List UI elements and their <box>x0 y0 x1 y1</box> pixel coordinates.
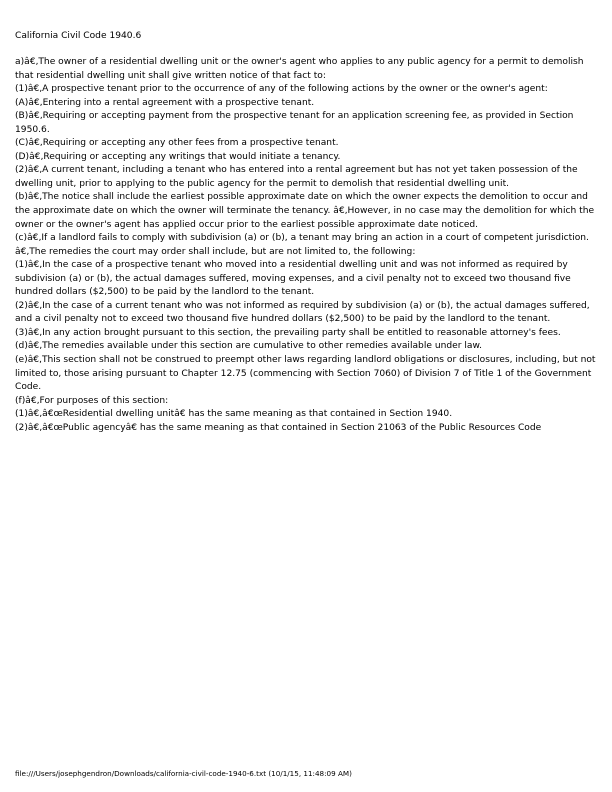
paragraph-a-1: (1)â€‚A prospective tenant prior to the occurrence of any of the following actions by the owner or the owner's agent: <box>15 84 548 95</box>
paragraph-a-1-A: (A)â€‚Entering into a rental agreement with a prospective tenant. <box>15 97 315 108</box>
paragraph-f: (f)â€‚For purposes of this section: <box>15 395 169 406</box>
paragraph-c-2: (2)â€‚In the case of a current tenant who was not informed as required by subdivision (a) or (b), the actual damages suffered, and a civil penalty not to exceed two thousand five hundred dollars ($2,500) to be paid by the landlord to the tenant. <box>15 300 593 325</box>
document-body <box>15 30 597 435</box>
paragraph-c-3: (3)â€‚In any action brought pursuant to this section, the prevailing party shall be entitled to reasonable attorney's fees. <box>15 327 561 338</box>
paragraph-a-1-B: (B)â€‚Requiring or accepting payment from the prospective tenant for an application screening fee, as provided in Section 1950.6. <box>15 111 577 135</box>
paragraph-e: (e)â€‚This section shall not be construed to preempt other laws regarding landlord obligations or disclosures, including, but not limited to, those arising pursuant to Chapter 12.75 (commencing with Section 7060) of Division 7 of Title 1 of the Government Code. <box>15 355 599 393</box>
paragraph-c: (c)â€‚If a landlord fails to comply with subdivision (a) or (b), a tenant may bring an action in a court of competent jurisdiction. â€‚The remedies the court may order shall include, but are not limited to, the following: <box>15 233 592 257</box>
paragraph-f-2: (2)â€‚â€œPublic agencyâ€ has the same meaning as that contained in Section 21063 of the Public Resources Code <box>15 422 542 433</box>
paragraph-c-1: (1)â€‚In the case of a prospective tenant who moved into a residential dwelling unit and was not informed as required by subdivision (a) or (b), the actual damages suffered, moving expenses, and a civil penalty not to exceed two thousand five hundred dollars ($2,500) to be paid by the landlord to the tenant. <box>15 260 574 298</box>
paragraph-d: (d)â€‚The remedies available under this section are cumulative to other remedies available under law. <box>15 341 482 352</box>
document-title: California Civil Code 1940.6 <box>15 31 142 41</box>
paragraph-b: (b)â€‚The notice shall include the earliest possible approximate date on which the owner expects the demolition to occur and the approximate date on which the owner will terminate the tenancy. â€‚However, in no case may the demolition for which the owner or the owner's agent has applied occur prior to the earliest possible approximate date noticed. <box>15 192 597 230</box>
paragraph-a-1-C: (C)â€‚Requiring or accepting any other fees from a prospective tenant. <box>15 138 339 149</box>
paragraph-f-1: (1)â€‚â€œResidential dwelling unitâ€ has the same meaning as that contained in Section 1940. <box>15 409 453 420</box>
paragraph-a-2: (2)â€‚A current tenant, including a tenant who has entered into a rental agreement but has not yet taken possession of the dwelling unit, prior to applying to the public agency for the permit to demolish that residential dwelling unit. <box>15 165 581 189</box>
paragraph-a-1-D: (D)â€‚Requiring or accepting any writings that would initiate a tenancy. <box>15 151 341 162</box>
page-footer-path: file:///Users/josephgendron/Downloads/california-civil-code-1940-6.txt (10/1/15, 11:48:09 AM) <box>15 769 352 778</box>
paragraph-a: a)â€‚The owner of a residential dwelling unit or the owner's agent who applies to any public agency for a permit to demolish that residential dwelling unit shall give written notice of that fact to: <box>15 57 587 81</box>
